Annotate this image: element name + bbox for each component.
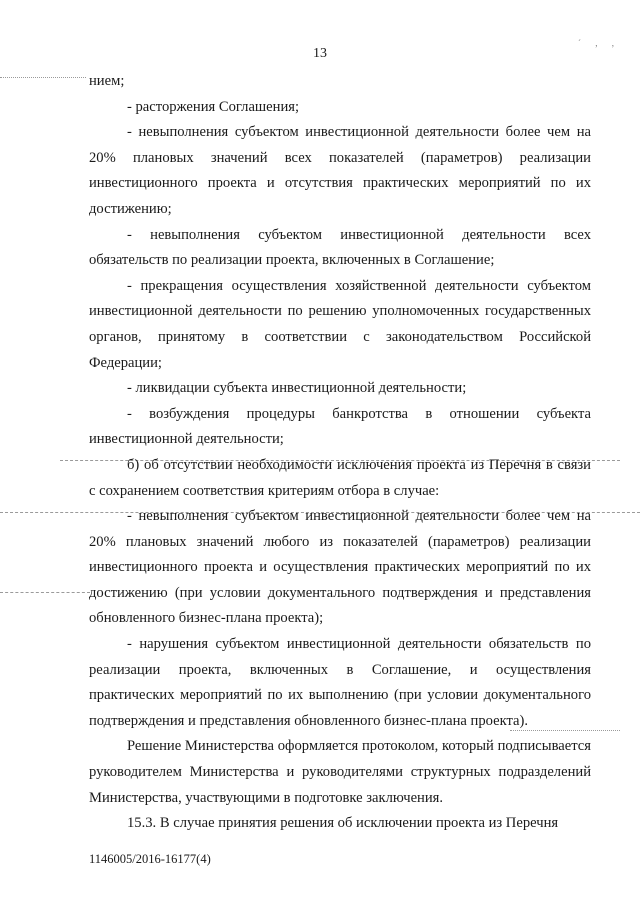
paragraph: - нарушения субъектом инвестиционной деятельности обязательств по реализации проекта, включенных в Соглашение, и осуществления практических мероприятий по их выполнению (при условии документального подтверждения и представления обновленного бизнес-плана проекта). <box>89 636 591 729</box>
paragraph: - прекращения осуществления хозяйственной деятельности субъектом инвестиционной деятельности по решению уполномоченных государственных органов, принятому в соответствии с законодательством Российской Федерации; <box>89 277 591 371</box>
paragraph: нием; <box>89 73 125 89</box>
paragraph: - расторжения Соглашения; <box>127 98 300 115</box>
document-id: 1146005/2016-16177(4) <box>89 852 211 866</box>
paragraph: - ликвидации субъекта инвестиционной деятельности; <box>127 380 467 397</box>
paragraph: - возбуждения процедуры банкротства в отношении субъекта инвестиционной деятельности; <box>89 405 591 448</box>
scan-corner-marks: ´ , , <box>578 38 620 48</box>
paragraph: 15.3. В случае принятия решения об исключении проекта из Перечня <box>127 815 559 832</box>
scan-artifact-line <box>0 77 86 78</box>
scan-artifact-line <box>0 592 90 593</box>
page-number: 13 <box>313 46 327 61</box>
paragraph: - невыполнения субъектом инвестиционной деятельности более чем на 20% плановых значений любого из показателей (параметров) реализации инвестиционного проекта и осуществления практических мероприятий по их достижению (при условии документального подтверждения и представления обновленного бизнес-плана проекта); <box>89 508 591 627</box>
paragraph: - невыполнения субъектом инвестиционной деятельности всех обязательств по реализации проекта, включенных в Соглашение; <box>89 226 591 269</box>
paragraph: - невыполнения субъектом инвестиционной деятельности более чем на 20% плановых значений всех показателей (параметров) реализации инвестиционного проекта и отсутствия практических мероприятий по их достижению; <box>89 124 591 217</box>
paragraph: Решение Министерства оформляется протоколом, который подписывается руководителем Министерства и руководителями структурных подразделений Министерства, участвующими в подготовке заключения. <box>89 738 591 806</box>
paragraph: б) об отсутствии необходимости исключения проекта из Перечня в связи с сохранением соответствия критериям отбора в случае: <box>89 456 591 499</box>
document-body <box>89 69 591 837</box>
